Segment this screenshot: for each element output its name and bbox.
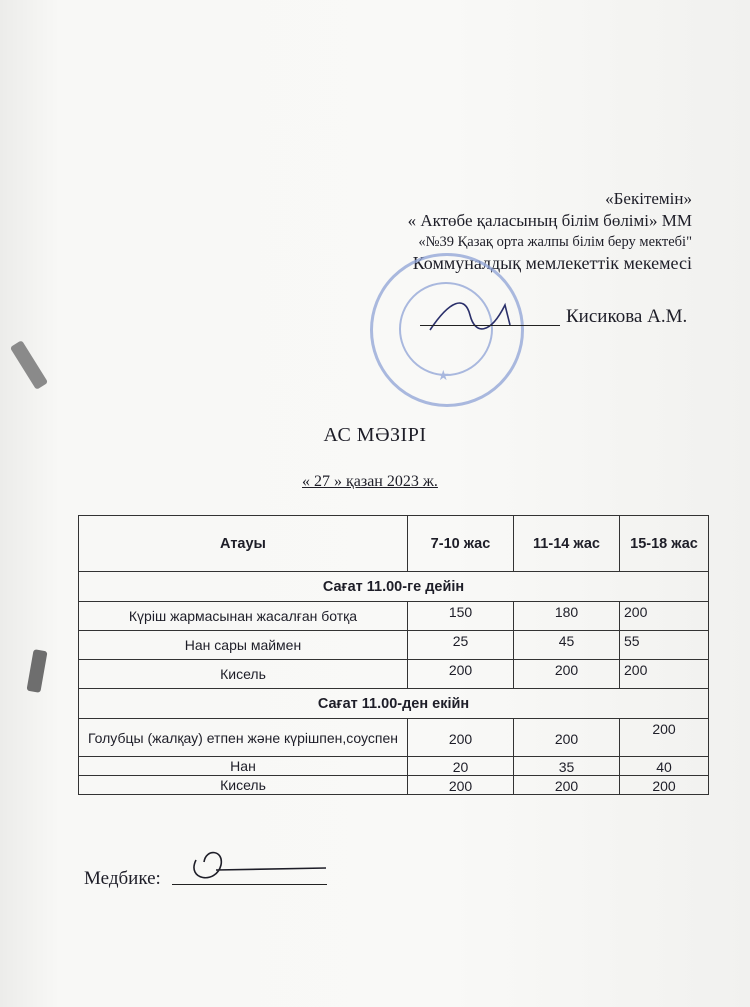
stamp-star-icon: ★ (437, 369, 450, 384)
section-title: Сағат 11.00-ге дейін (79, 572, 709, 602)
portion-11-14: 45 (514, 631, 620, 660)
table-row (79, 719, 709, 757)
portion-11-14: 35 (514, 757, 620, 776)
dish-name: Кисель (79, 776, 408, 795)
portion-7-10: 200 (408, 776, 514, 795)
portion-7-10: 200 (408, 660, 514, 689)
portion-15-18: 40 (620, 757, 709, 776)
header-age-11-14: 11-14 жас (514, 516, 620, 572)
page-title: АС МӘЗІРІ (323, 424, 427, 446)
approval-line-1: «Бекітемін» (605, 189, 692, 208)
portion-15-18: 200 (620, 719, 709, 757)
portion-7-10: 150 (408, 602, 514, 631)
table-row (79, 660, 709, 689)
header-age-15-18: 15-18 жас (620, 516, 709, 572)
dish-name: Кисель (79, 660, 408, 689)
approval-line-3: «№39 Қазақ орта жалпы білім беру мектебі" (418, 233, 692, 250)
portion-11-14: 200 (514, 719, 620, 757)
director-signature-line (420, 325, 560, 326)
table-row (79, 602, 709, 631)
header-age-7-10: 7-10 жас (408, 516, 514, 572)
portion-7-10: 25 (408, 631, 514, 660)
nurse-signature (176, 840, 336, 890)
director-name: Кисикова А.М. (566, 306, 688, 327)
dish-name: Голубцы (жалқау) етпен және күрішпен,соуспен (79, 719, 408, 757)
table-row (79, 757, 709, 776)
header-name: Атауы (79, 516, 408, 572)
portion-11-14: 200 (514, 776, 620, 795)
portion-11-14: 180 (514, 602, 620, 631)
dish-name: Нан (79, 757, 408, 776)
portion-11-14: 200 (514, 660, 620, 689)
nurse-label: Медбике: (84, 868, 161, 889)
approval-line-2: « Актөбе қаласының білім бөлімі» ММ (407, 211, 692, 231)
dish-name: Нан сары маймен (79, 631, 408, 660)
section-title: Сағат 11.00-ден екійн (79, 689, 709, 719)
portion-15-18: 200 (620, 776, 709, 795)
table-row (79, 776, 709, 795)
director-signature (410, 290, 530, 340)
portion-15-18: 55 (620, 631, 709, 660)
menu-date: « 27 » қазан 2023 ж. (302, 473, 438, 490)
portion-7-10: 200 (408, 719, 514, 757)
menu-table (78, 515, 709, 795)
dish-name: Күріш жармасынан жасалған ботқа (79, 602, 408, 631)
table-header-row (79, 516, 709, 572)
approval-line-4: Коммуналдық мемлекеттік мекемесі (412, 253, 692, 273)
section-row (79, 572, 709, 602)
nurse-signature-line (172, 884, 327, 885)
table-row (79, 631, 709, 660)
portion-7-10: 20 (408, 757, 514, 776)
portion-15-18: 200 (620, 660, 709, 689)
portion-15-18: 200 (620, 602, 709, 631)
section-row (79, 689, 709, 719)
